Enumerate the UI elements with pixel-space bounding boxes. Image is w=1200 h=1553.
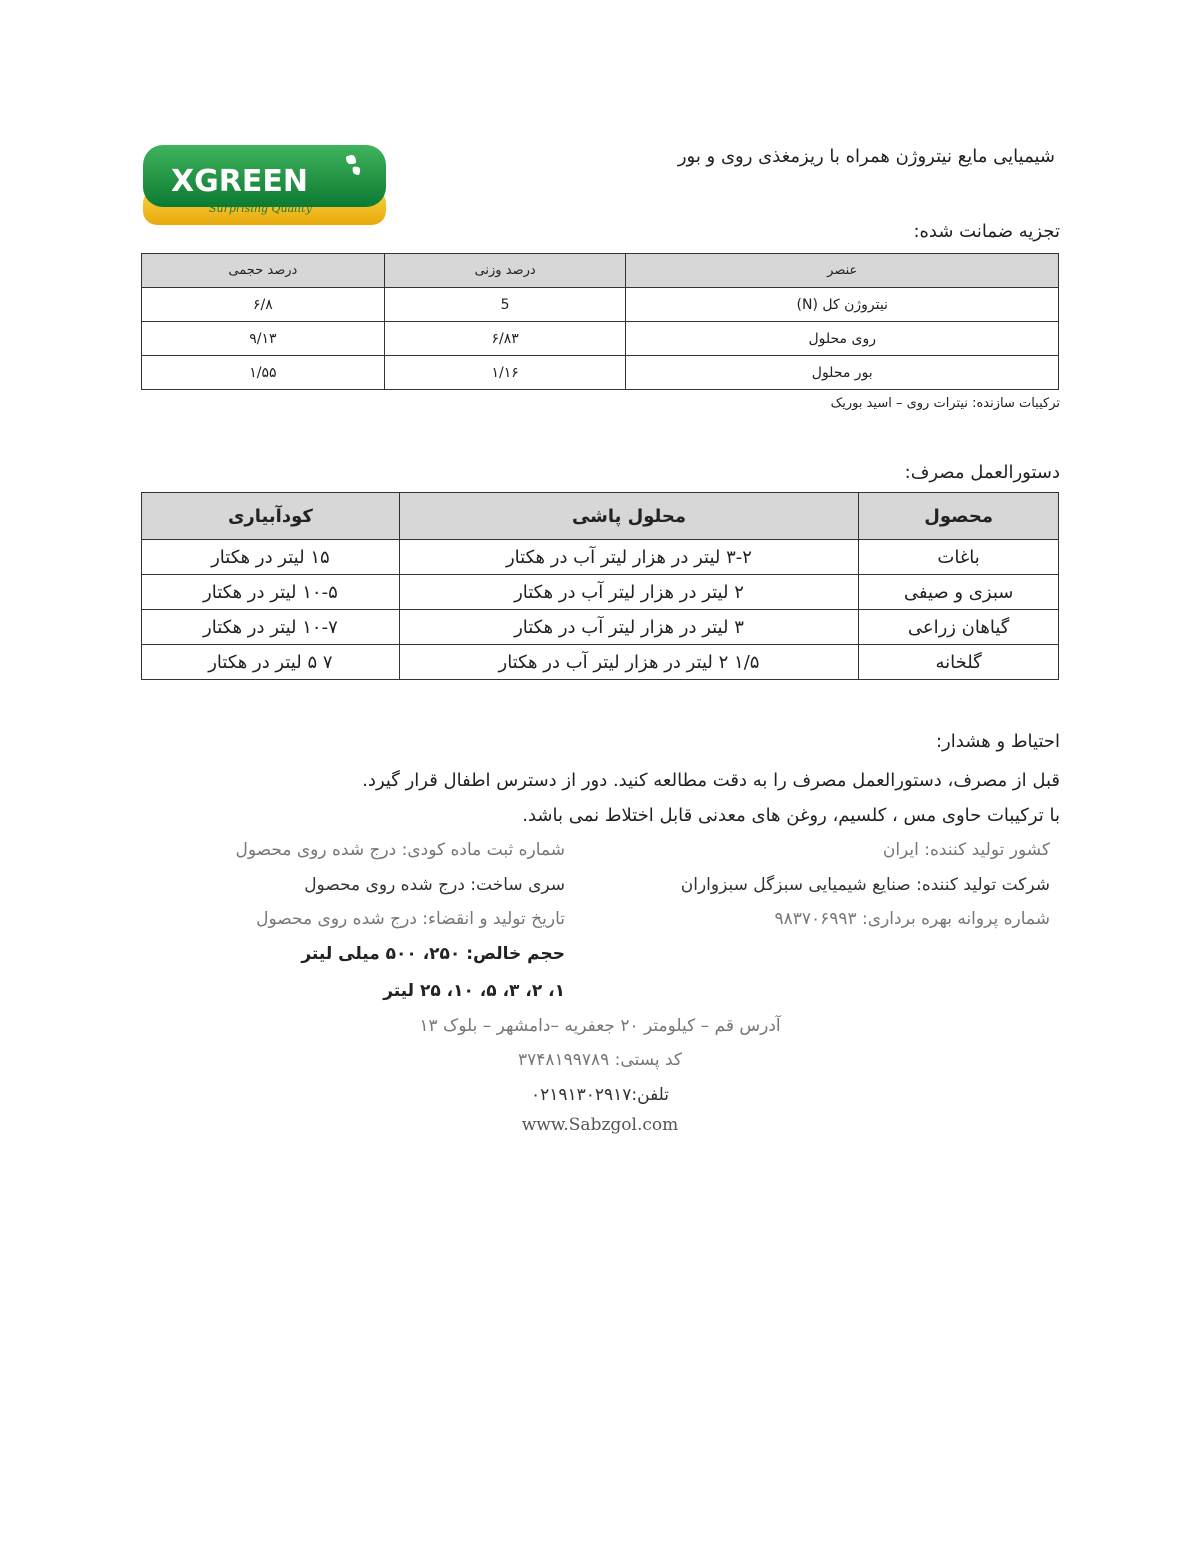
table-header-row bbox=[142, 493, 1059, 540]
phone: تلفن:۰۲۱۹۱۳۰۲۹۱۷ bbox=[530, 1085, 670, 1105]
header-product: محصول bbox=[859, 493, 1059, 540]
header-foliar-spray: محلول پاشی bbox=[399, 493, 858, 540]
website-link[interactable]: www.Sabzgol.com bbox=[521, 1115, 679, 1135]
caution-line: با ترکیبات حاوی مس ، کلسیم، روغن های معدنی قابل اختلاط نمی باشد. bbox=[522, 805, 1060, 826]
cell: ۶/۸ bbox=[142, 288, 385, 322]
cell: ۱/۵ ۲ لیتر در هزار لیتر آب در هکتار bbox=[399, 645, 858, 680]
header-volume-percent: درصد حجمی bbox=[142, 254, 385, 288]
analysis-table bbox=[141, 253, 1059, 390]
document-title: شیمیایی مایع نیتروژن همراه با ریزمغذی روی و بور bbox=[677, 146, 1055, 167]
cell: ۱۵ لیتر در هکتار bbox=[142, 540, 400, 575]
cell: گیاهان زراعی bbox=[859, 610, 1059, 645]
cell: ۱۰-۵ لیتر در هکتار bbox=[142, 575, 400, 610]
cell: ۱/۵۵ bbox=[142, 356, 385, 390]
logo-text: XGREEN bbox=[171, 164, 308, 199]
xgreen-logo bbox=[141, 143, 388, 227]
usage-table bbox=[141, 492, 1059, 680]
usage-heading: دستورالعمل مصرف: bbox=[904, 462, 1060, 483]
cell: ۳ لیتر در هزار لیتر آب در هکتار bbox=[399, 610, 858, 645]
postal-code: کد پستی: ۳۷۴۸۱۹۹۷۸۹ bbox=[517, 1050, 683, 1070]
address: آدرس قم – کیلومتر ۲۰ جعفریه –دامشهر – بلوک ۱۳ bbox=[419, 1016, 781, 1036]
cell: ۷ ۵ لیتر در هکتار bbox=[142, 645, 400, 680]
cell: گلخانه bbox=[859, 645, 1059, 680]
registration-number: شماره ثبت ماده کودی: درج شده روی محصول bbox=[235, 840, 565, 860]
ingredients-note: ترکیبات سازنده: نیترات روی – اسید بوریک bbox=[830, 396, 1060, 411]
cell: ۱/۱۶ bbox=[384, 356, 626, 390]
header-weight-percent: درصد وزنی bbox=[384, 254, 626, 288]
cell: 5 bbox=[384, 288, 626, 322]
net-volume: حجم خالص: ۲۵۰، ۵۰۰ میلی لیتر bbox=[301, 944, 565, 964]
license-number: شماره پروانه بهره برداری: ۹۸۳۷۰۶۹۹۳ bbox=[774, 909, 1050, 929]
cell: ۱۰-۷ لیتر در هکتار bbox=[142, 610, 400, 645]
cell: روی محلول bbox=[626, 322, 1059, 356]
caution-heading: احتیاط و هشدار: bbox=[935, 731, 1060, 752]
table-row bbox=[142, 356, 1059, 390]
guarantee-heading: تجزیه ضمانت شده: bbox=[913, 221, 1060, 242]
table-row bbox=[142, 288, 1059, 322]
cell: ۲ لیتر در هزار لیتر آب در هکتار bbox=[399, 575, 858, 610]
header-fertigation: کودآبیاری bbox=[142, 493, 400, 540]
table-row bbox=[142, 575, 1059, 610]
logo-tagline: Surprising Quality bbox=[209, 202, 312, 215]
table-header-row bbox=[142, 254, 1059, 288]
cell: بور محلول bbox=[626, 356, 1059, 390]
cell: ۶/۸۳ bbox=[384, 322, 626, 356]
table-row bbox=[142, 645, 1059, 680]
cell: ۹/۱۳ bbox=[142, 322, 385, 356]
table-row bbox=[142, 610, 1059, 645]
cell: سبزی و صیفی bbox=[859, 575, 1059, 610]
table-row bbox=[142, 540, 1059, 575]
package-sizes: ۱، ۲، ۳، ۵، ۱۰، ۲۵ لیتر bbox=[383, 981, 565, 1001]
cell: باغات bbox=[859, 540, 1059, 575]
cell: ۳-۲ لیتر در هزار لیتر آب در هکتار bbox=[399, 540, 858, 575]
manufacturer-company: شرکت تولید کننده: صنایع شیمیایی سبزگل سبزواران bbox=[680, 875, 1050, 895]
batch-number: سری ساخت: درج شده روی محصول bbox=[304, 875, 565, 895]
country-of-manufacture: کشور تولید کننده: ایران bbox=[882, 840, 1050, 860]
caution-line: قبل از مصرف، دستورالعمل مصرف را به دقت مطالعه کنید. دور از دسترس اطفال قرار گیرد. bbox=[362, 770, 1060, 791]
production-expiry-dates: تاریخ تولید و انقضاء: درج شده روی محصول bbox=[256, 909, 565, 929]
table-row bbox=[142, 322, 1059, 356]
header-element: عنصر bbox=[626, 254, 1059, 288]
cell: نیتروژن کل (N) bbox=[626, 288, 1059, 322]
